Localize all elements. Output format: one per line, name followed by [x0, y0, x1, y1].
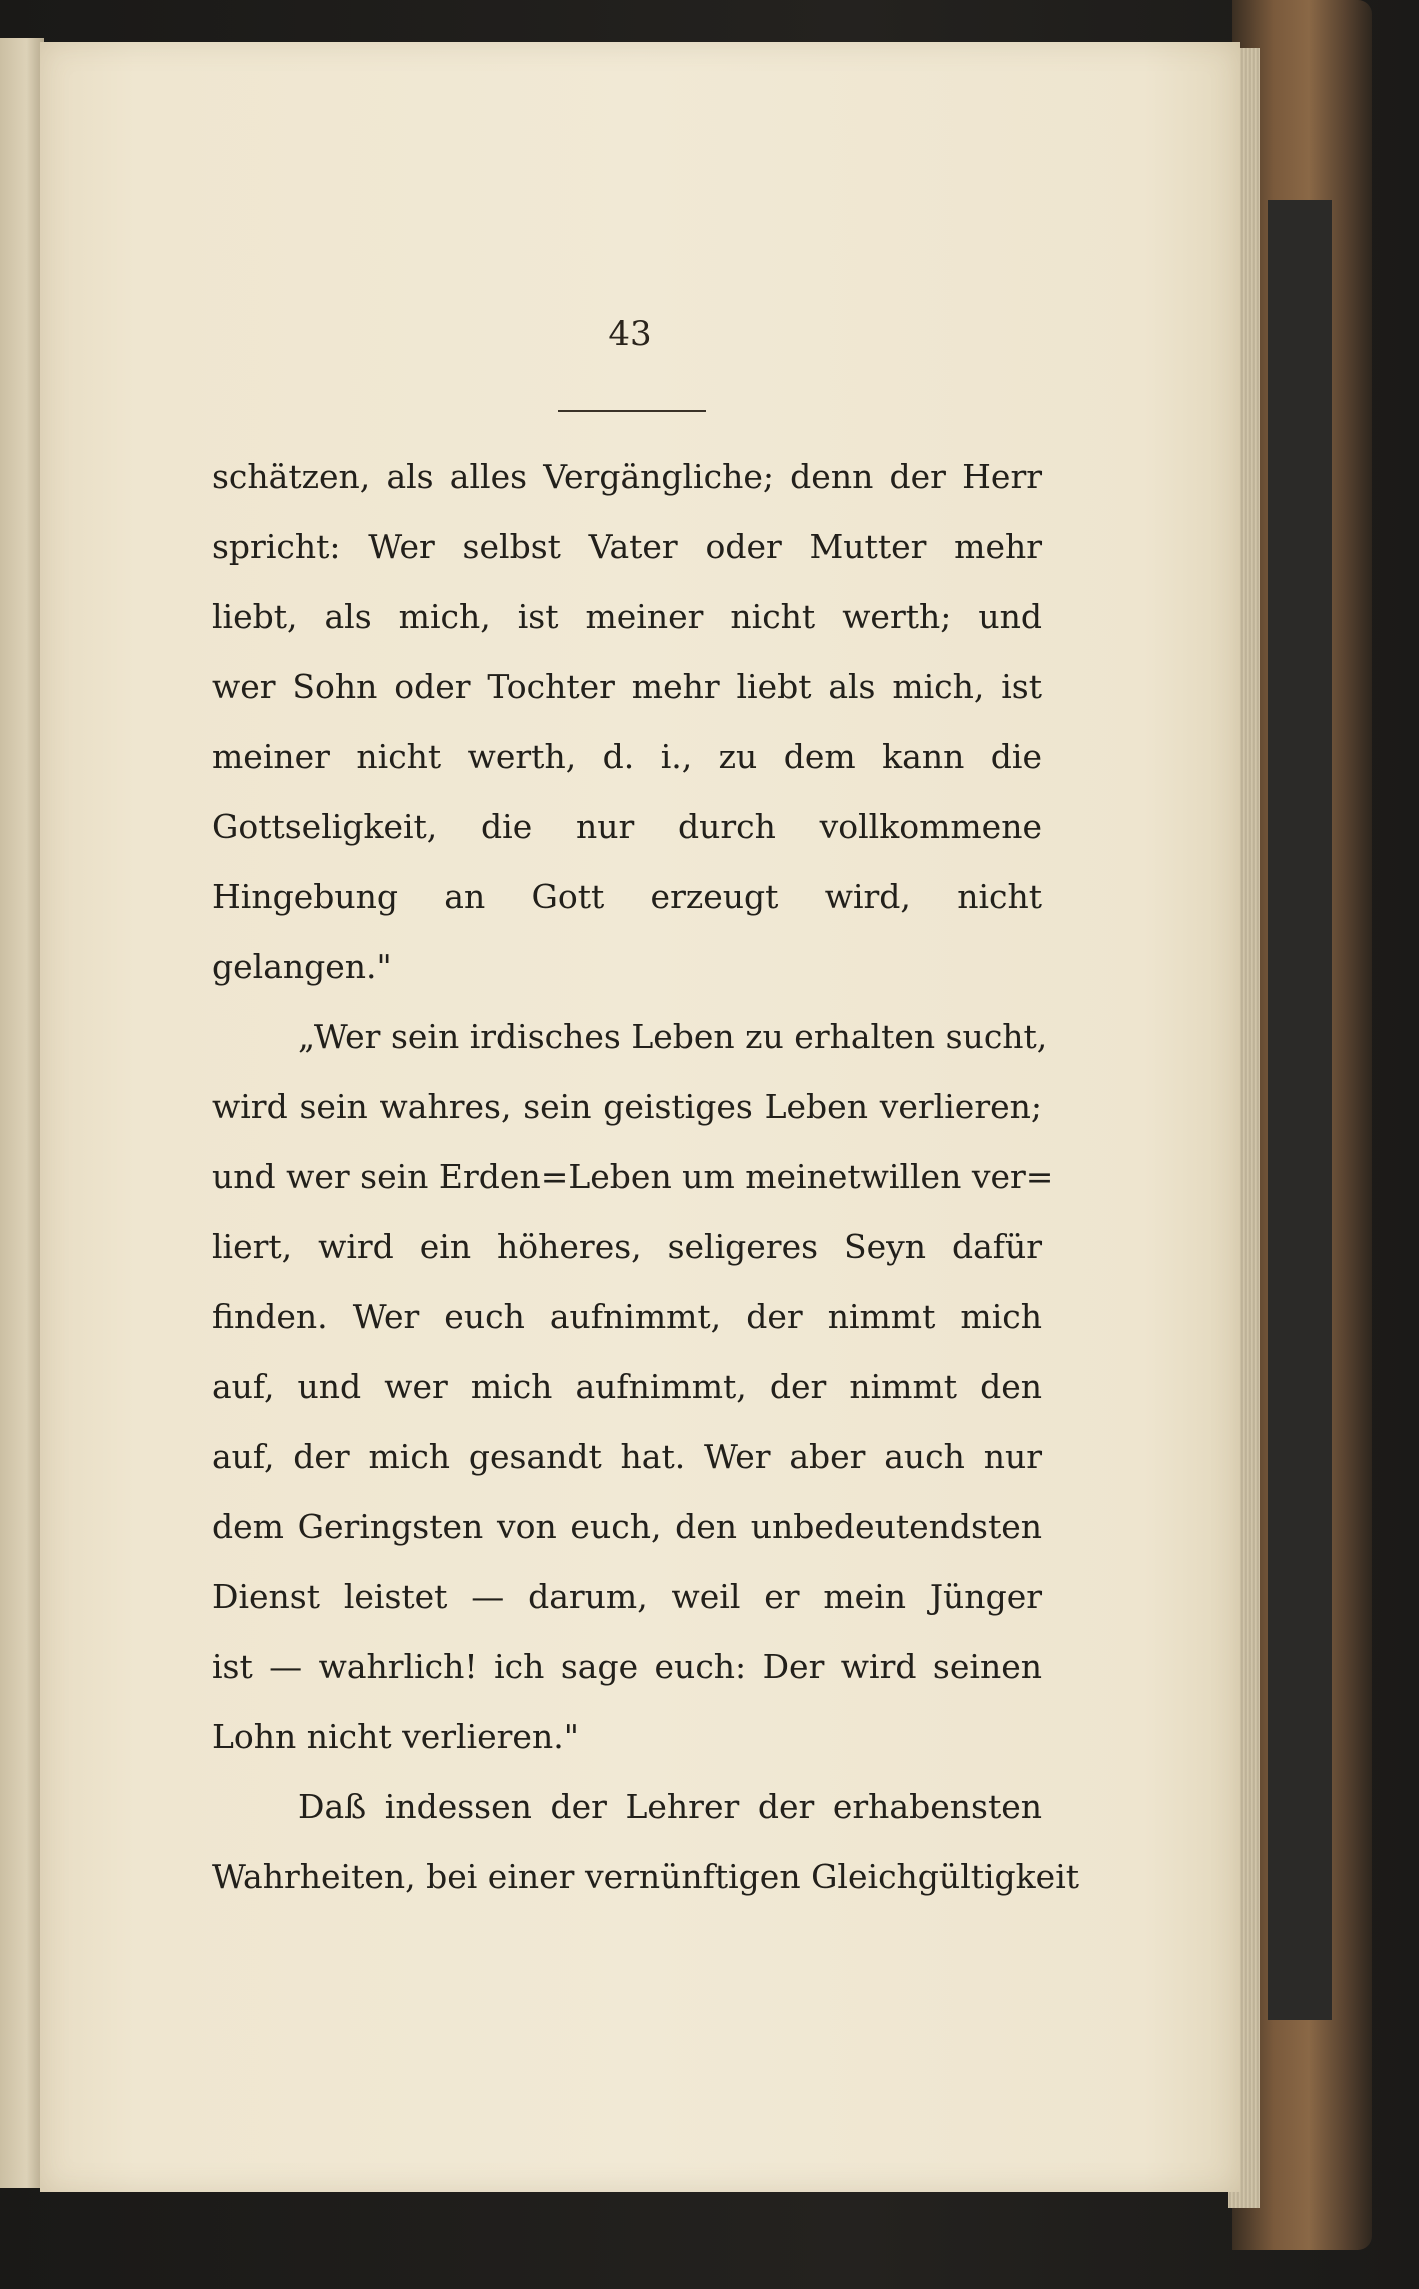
book-page	[40, 42, 1240, 2192]
text-line: liert, wird ein höheres, seligeres Seyn dafür	[212, 1227, 1042, 1266]
body-text	[212, 442, 1080, 1912]
text-line: wird sein wahres, sein geistiges Leben verlieren;	[212, 1087, 1042, 1126]
text-line: dem Geringsten von euch, den unbedeutendsten	[212, 1507, 1042, 1546]
text-line: Dienst leistet — darum, weil er mein Jünger	[212, 1577, 1042, 1616]
text-line: Gottseligkeit, die nur durch vollkommene	[212, 807, 1042, 846]
text-line: Lohn nicht verlieren."	[212, 1717, 579, 1756]
text-line: meiner nicht werth, d. i., zu dem kann die	[212, 737, 1042, 776]
text-line: und wer sein Erden=Leben um meinetwillen ver=	[212, 1157, 1054, 1196]
text-line: gelangen."	[212, 947, 392, 986]
text-line: ist — wahrlich! ich sage euch: Der wird seinen	[212, 1647, 1042, 1686]
text-line: Hingebung an Gott erzeugt wird, nicht	[212, 877, 1042, 916]
text-line: schätzen, als alles Vergängliche; denn der Herr	[212, 457, 1042, 496]
page-number: 43	[608, 314, 652, 354]
text-line: finden. Wer euch aufnimmt, der nimmt mich	[212, 1297, 1042, 1336]
text-line: liebt, als mich, ist meiner nicht werth; und	[212, 597, 1042, 636]
text-line: spricht: Wer selbst Vater oder Mutter mehr	[212, 527, 1042, 566]
page-number-rule	[558, 410, 706, 412]
book-cover-spine	[1268, 200, 1332, 2020]
text-line: auf, der mich gesandt hat. Wer aber auch nur	[212, 1437, 1042, 1476]
text-line: Daß indessen der Lehrer der erhabensten	[298, 1787, 1042, 1826]
text-line: Wahrheiten, bei einer vernünftigen Gleichgültigkeit	[212, 1857, 1080, 1896]
text-line: „Wer sein irdisches Leben zu erhalten sucht,	[298, 1017, 1048, 1056]
text-line: wer Sohn oder Tochter mehr liebt als mich, ist	[212, 667, 1042, 706]
text-line: auf, und wer mich aufnimmt, der nimmt den	[212, 1367, 1042, 1406]
facing-page-edge	[0, 38, 44, 2188]
